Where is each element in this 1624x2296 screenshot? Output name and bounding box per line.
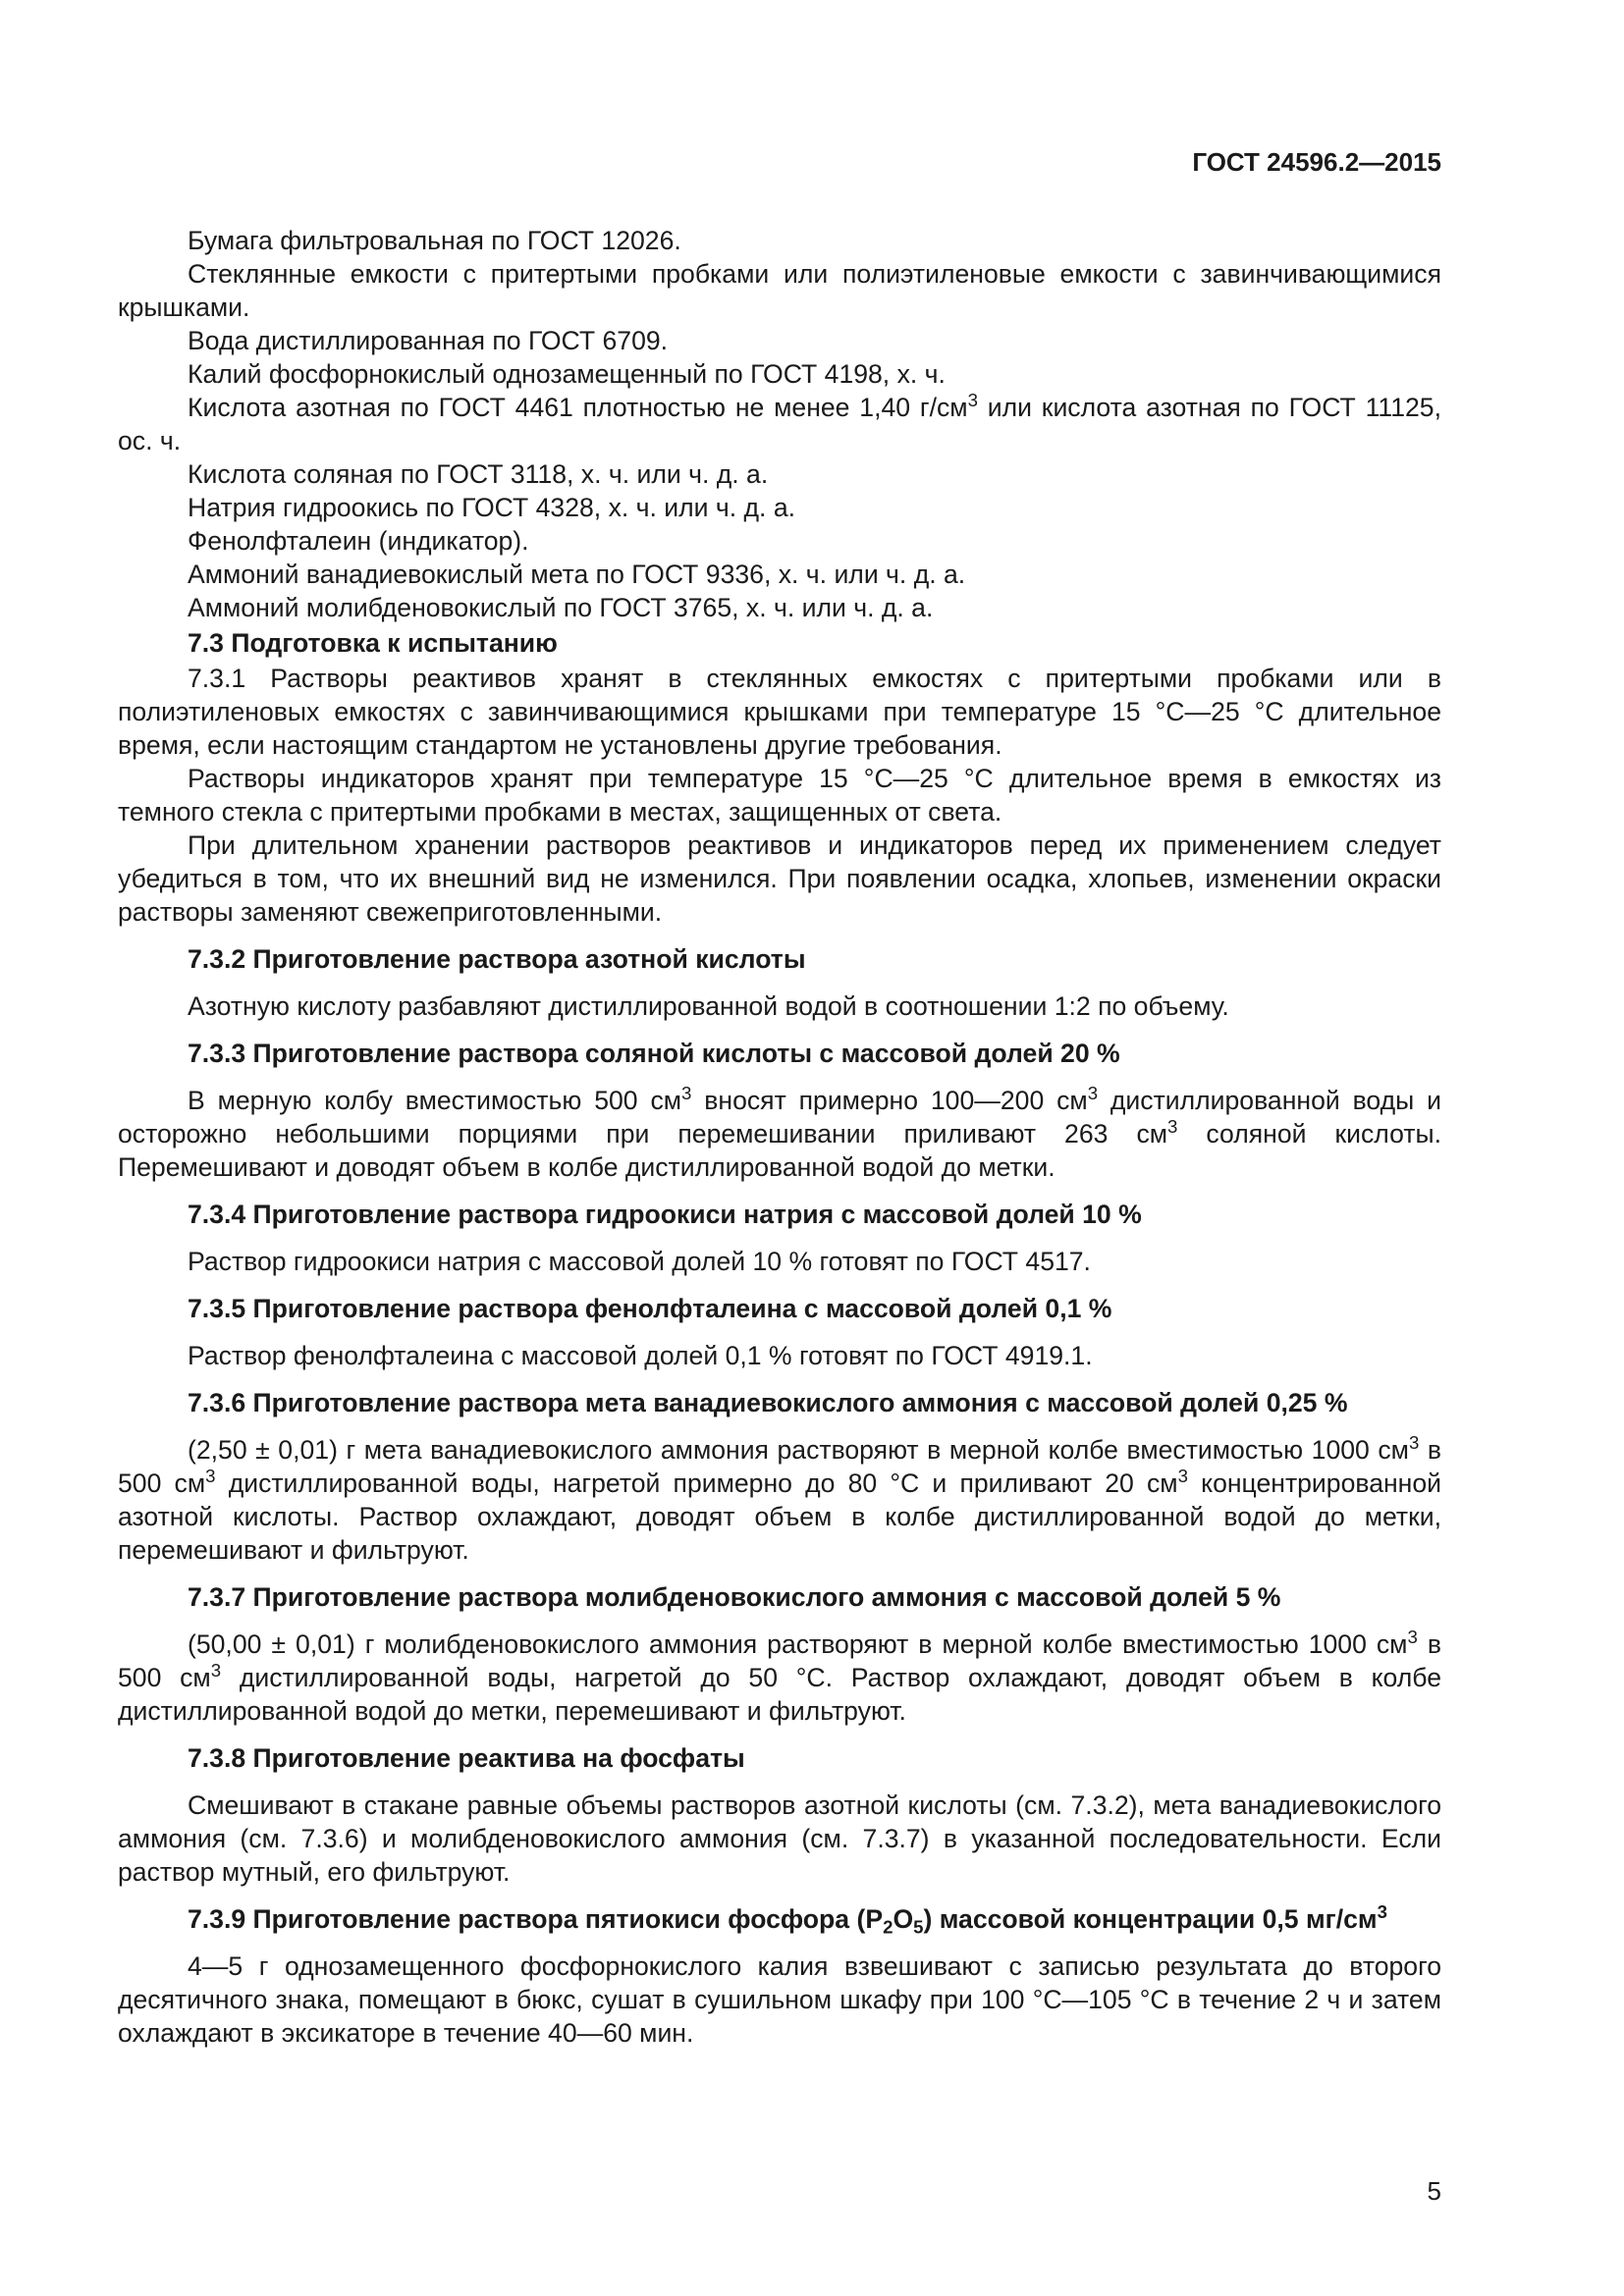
text-run: ) массовой концентрации 0,5 мг/см (923, 1904, 1378, 1934)
section-heading: 7.3 Подготовка к испытанию (188, 628, 558, 658)
text-run: (2,50 ± 0,01) г мета ванадиевокислого аммония растворяют в мерной колбе вместимостью 1000 см (188, 1435, 1409, 1465)
superscript: 3 (1167, 1115, 1178, 1137)
material-item: Аммоний молибденовокислый по ГОСТ 3765, х. ч. или ч. д. а. (188, 593, 934, 622)
material-item: Стеклянные емкости с притертыми пробками или полиэтиленовые емкости с завинчивающимися крышками. (118, 259, 1441, 322)
superscript: 3 (1087, 1082, 1099, 1103)
text-run: или кислота азотная по ГОСТ 11125, ос. ч. (118, 393, 1441, 455)
paragraph: Раствор фенолфталеина с массовой долей 0,1 % готовят по ГОСТ 4919.1. (188, 1341, 1093, 1370)
text-run: дистиллированной воды и осторожно небольшими порциями при перемешивании приливают 263 см (118, 1086, 1441, 1148)
superscript: 3 (1177, 1465, 1188, 1486)
paragraph: При длительном хранении растворов реактивов и индикаторов перед их применением следует убедиться в том, что их внешний вид не изменился. При появлении осадка, хлопьев, изменении окраски растворы заменяют свежеприготовленными. (118, 830, 1441, 927)
section-heading: 7.3.2 Приготовление раствора азотной кислоты (188, 944, 806, 974)
standard-header: ГОСТ 24596.2—2015 (1192, 147, 1441, 177)
text-run: 7.3.9 Приготовление раствора пятиокиси фосфора (P (188, 1904, 884, 1934)
superscript: 3 (205, 1465, 216, 1486)
text-run: концентрированной азотной кислоты. Раствор охлаждают, доводят объем в колбе дистиллированной водой до метки, перемешивают и фильтруют. (118, 1468, 1442, 1565)
material-item: Кислота соляная по ГОСТ 3118, х. ч. или ч. д. а. (188, 459, 769, 489)
superscript: 3 (681, 1082, 692, 1103)
paragraph: Смешивают в стакане равные объемы растворов азотной кислоты (см. 7.3.2), мета ванадиевокислого аммония (см. 7.3.6) и молибденовокислого аммония (см. 7.3.7) в указанной последовательности. Если раствор мутный, его фильтруют. (118, 1790, 1441, 1887)
text-run: вносят примерно 100—200 см (691, 1086, 1088, 1115)
section-heading: 7.3.3 Приготовление раствора соляной кислоты с массовой долей 20 % (188, 1039, 1120, 1068)
paragraph: 7.3.1 Растворы реактивов хранят в стеклянных емкостях с притертыми пробками или в полиэтиленовых емкостях с завинчивающимися крышками при температуре 15 °С—25 °С длительное время, если настоящим стандартом не установлены другие требования. (118, 664, 1441, 760)
material-item: Калий фосфорнокислый однозамещенный по ГОСТ 4198, х. ч. (188, 359, 946, 389)
section-heading: 7.3.4 Приготовление раствора гидроокиси натрия с массовой долей 10 % (188, 1200, 1142, 1229)
material-item: Вода дистиллированная по ГОСТ 6709. (188, 326, 669, 355)
superscript: 3 (1377, 1900, 1387, 1922)
section-heading: 7.3.8 Приготовление реактива на фосфаты (188, 1743, 745, 1773)
material-item: Натрия гидроокись по ГОСТ 4328, х. ч. или ч. д. а. (188, 493, 795, 522)
paragraph (118, 1628, 1441, 1728)
superscript: 3 (210, 1659, 222, 1681)
superscript: 3 (967, 389, 978, 410)
paragraph (118, 1433, 1441, 1567)
material-item: Фенолфталеин (индикатор). (188, 526, 529, 556)
text-run: соляной кислоты. Перемешивают и доводят объем в колбе дистиллированной водой до метки. (118, 1119, 1442, 1182)
material-item: Бумага фильтровальная по ГОСТ 12026. (188, 226, 681, 255)
text-run: дистиллированной воды, нагретой примерно до 80 °С и приливают 20 см (215, 1468, 1178, 1498)
section-heading: 7.3.6 Приготовление раствора мета ванадиевокислого аммония с массовой долей 0,25 % (188, 1388, 1348, 1417)
paragraph: Растворы индикаторов хранят при температуре 15 °С—25 °С длительное время в емкостях из темного стекла с притертыми пробками в местах, защищенных от света. (118, 764, 1441, 827)
text-run: Кислота азотная по ГОСТ 4461 плотностью не менее 1,40 г/см (188, 393, 968, 422)
section-heading: 7.3.7 Приготовление раствора молибденовокислого аммония с массовой долей 5 % (188, 1582, 1281, 1612)
text-run: в 500 см (118, 1435, 1441, 1498)
section-heading (118, 1902, 1441, 1936)
superscript: 3 (1408, 1431, 1420, 1453)
document-body (118, 224, 1441, 2050)
paragraph (118, 1084, 1441, 1184)
paragraph: 4—5 г однозамещенного фосфорнокислого калия взвешивают с записью результата до второго десятичного знака, помещают в бюкс, сушат в сушильном шкафу при 100 °С—105 °С в течение 2 ч и затем охлаждают в эксикаторе в течение 40—60 мин. (118, 1951, 1441, 2048)
text-run: (50,00 ± 0,01) г молибденовокислого аммония растворяют в мерной колбе вместимостью 1000 см (188, 1629, 1408, 1659)
text-run: O (893, 1904, 914, 1934)
subscript: 5 (913, 1916, 924, 1938)
text-run: в 500 см (118, 1629, 1441, 1692)
material-item: Аммоний ванадиевокислый мета по ГОСТ 9336, х. ч. или ч. д. а. (188, 560, 966, 589)
text-run: дистиллированной воды, нагретой до 50 °С. Раствор охлаждают, доводят объем в колбе дистиллированной водой до метки, перемешивают и фильтруют. (118, 1663, 1441, 1726)
page-number: 5 (1427, 2176, 1441, 2206)
paragraph: Азотную кислоту разбавляют дистиллированной водой в соотношении 1:2 по объему. (188, 991, 1229, 1021)
section-heading: 7.3.5 Приготовление раствора фенолфталеина с массовой долей 0,1 % (188, 1294, 1112, 1323)
text-run: В мерную колбу вместимостью 500 см (188, 1086, 682, 1115)
paragraph: Раствор гидроокиси натрия с массовой долей 10 % готовят по ГОСТ 4517. (188, 1247, 1091, 1276)
subscript: 2 (883, 1916, 893, 1938)
material-item (118, 391, 1441, 457)
superscript: 3 (1407, 1626, 1418, 1647)
